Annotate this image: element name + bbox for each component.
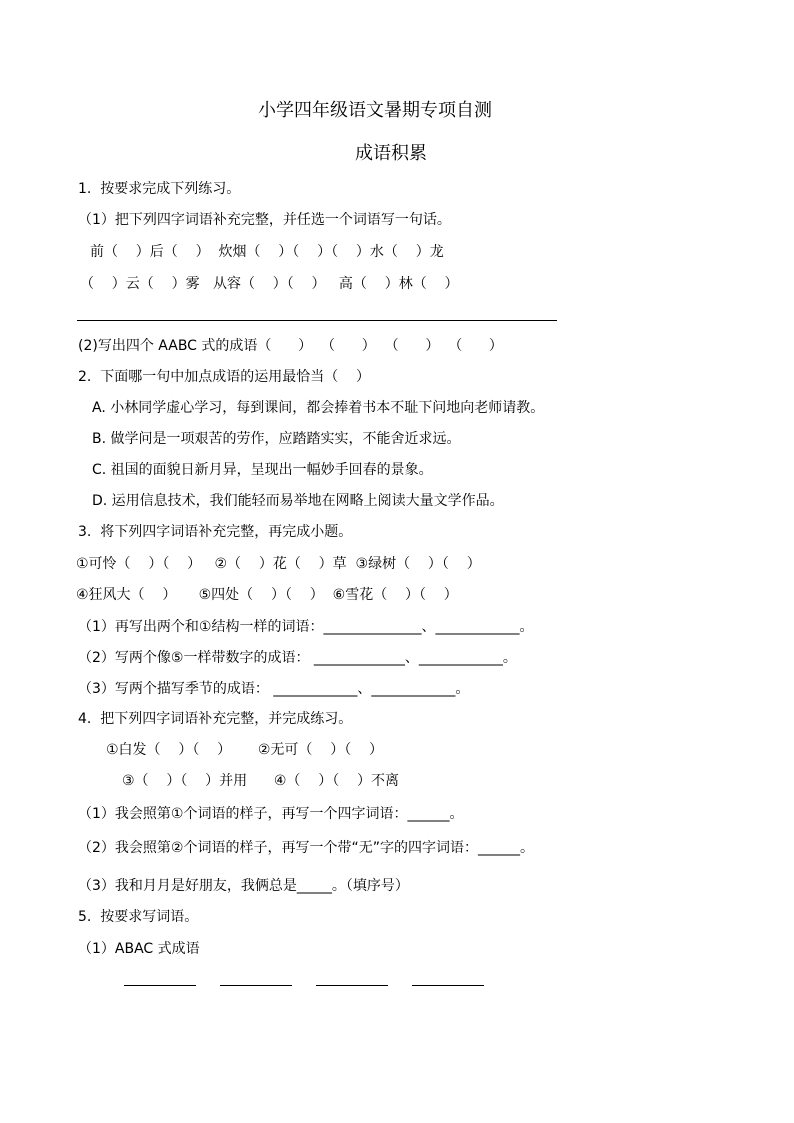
q5-answer-line-2[interactable] [220,985,292,986]
q4-sub-1: （1）我会照第①个词语的样子，再写一个四字词语：______。 [78,806,464,822]
q5-sub-1: （1）ABAC 式成语 [78,941,200,957]
q5-answer-line-1[interactable] [124,985,196,986]
q2-option-a: A. 小林同学虚心学习，每到课间，都会捧着书本不耻下问地向老师请教。 [92,400,545,416]
q3-sub-1: （1）再写出两个和①结构一样的词语：______________、____________。 [78,619,534,635]
page-subtitle: 成语积累 [355,143,427,164]
q3-heading: 3. 将下列四字词语补充完整，再完成小题。 [78,524,353,540]
q2-heading: 2. 下面哪一句中加点成语的运用最恰当（ ） [78,369,371,385]
q1-part1: （1）把下列四字词语补充完整，并任选一个词语写一句话。 [78,212,451,228]
q4-heading: 4. 把下列四字词语补充完整，并完成练习。 [78,711,353,727]
q1-part2: (2)写出四个 AABC 式的成语（ ） （ ） （ ） （ ） [78,338,503,354]
q1-idiom-row-1: 前（ ）后（ ） 炊烟（ ）（ ）（ ）水（ ）龙 [90,244,444,260]
q3-sub-3: （3）写两个描写季节的成语： ____________、____________。 [78,681,470,697]
q2-option-c: C. 祖国的面貌日新月异，呈现出一幅妙手回春的景象。 [92,462,433,478]
q5-answer-line-3[interactable] [316,985,388,986]
q5-answer-line-4[interactable] [412,985,484,986]
q5-heading: 5. 按要求写词语。 [78,909,199,925]
q4-sub-3: （3）我和月月是好朋友，我俩总是_____。（填序号） [78,878,409,894]
q1-idiom-row-2: （ ）云（ ）雾 从容（ ）（ ） 高（ ）林（ ） [80,276,459,292]
q1-heading: 1. 按要求完成下列练习。 [78,181,241,197]
q2-option-d: D. 运用信息技术，我们能轻而易举地在网略上阅读大量文学作品。 [92,493,504,509]
q3-idiom-row-1: ①可怜（ ）（ ） ②（ ）花（ ）草 ③绿树（ ）（ ） [76,556,481,572]
q2-option-b: B. 做学问是一项艰苦的劳作，应踏踏实实，不能舍近求远。 [92,431,461,447]
q1-sentence-answer-line[interactable] [77,320,557,321]
q3-idiom-row-2: ④狂风大（ ） ⑤四处（ ）（ ） ⑥雪花（ ）（ ） [76,587,458,603]
q3-sub-2: （2）写两个像⑤一样带数字的成语： _____________、____________。 [78,650,517,666]
page-title: 小学四年级语文暑期专项自测 [258,100,492,121]
q4-idiom-row-2: ③（ ）（ ）并用 ④（ ）（ ）不离 [122,773,400,789]
q4-idiom-row-1: ①白发（ ）（ ） ②无可（ ）（ ） [106,742,384,758]
q4-sub-2: （2）我会照第②个词语的样子，再写一个带“无”字的四字词语：______。 [78,840,534,856]
